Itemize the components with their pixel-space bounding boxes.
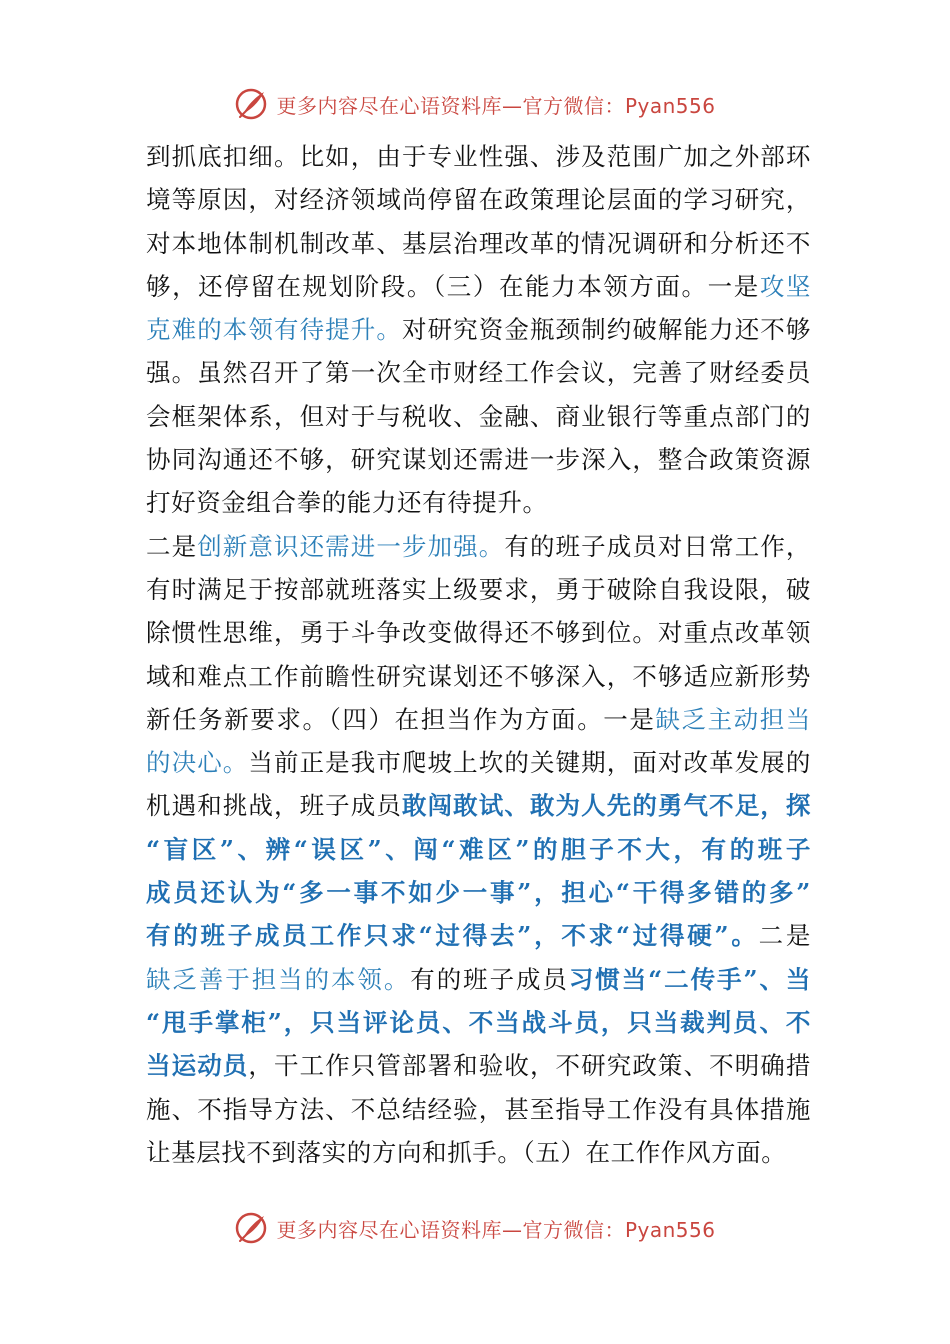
text-run: 新任务新要求。（四）在担当作为方面。一是 [146,704,656,734]
text-line [146,871,811,914]
footer-watermark-text: 更多内容尽在心语资料库—官方微信：Pyan556 [276,1217,716,1242]
text-run: 到抓底扣细。比如，由于专业性强、涉及范围广加之外部环 [146,142,811,171]
text-run: 有时满足于按部就班落实上级要求，勇于破除自我设限，破 [146,574,811,604]
highlighted-text-run: 当运动员 [146,1051,249,1081]
footer-watermark-banner [0,1208,950,1248]
text-run: 有的班子成员 [410,964,569,994]
highlighted-text-run: “盲区”、辨“误区”、闯“难区”的胆子不大，有的班子 [146,834,811,864]
highlighted-text-run: 成员还认为“多一事不如少一事”，担心“干得多错的多” [146,878,811,908]
highlighted-text-run: “甩手掌柜”，只当评论员、不当战斗员，只当裁判员、不 [146,1007,811,1037]
feather-pen-logo-icon [234,1211,268,1245]
text-line [146,655,811,698]
text-line [146,741,811,784]
highlighted-text-run: 的决心。 [146,748,249,778]
document-body [146,135,811,1174]
header-watermark-banner [0,84,950,124]
text-run: 让基层找不到落实的方向和抓手。（五）在工作作风方面。 [146,1137,787,1167]
text-line [146,698,811,741]
text-line [146,135,811,178]
text-run: 除惯性思维，勇于斗争改变做得还不够到位。对重点改革领 [146,618,811,648]
text-line [146,1044,811,1087]
text-line [146,481,811,524]
feather-pen-logo-icon [234,87,268,121]
text-run: 施、不指导方法、不总结经验，甚至指导工作没有具体措施 [146,1094,811,1124]
highlighted-text-run: 攻坚 [759,271,811,301]
text-run: 当前正是我市爬坡上坎的关键期，面对改革发展的 [248,748,811,778]
header-watermark-text: 更多内容尽在心语资料库—官方微信：Pyan556 [276,93,716,118]
text-run: 对研究资金瓶颈制约破解能力还不够 [401,315,812,345]
highlighted-text-run: 有的班子成员工作只求“过得去”，不求“过得硬”。 [146,921,759,951]
highlighted-text-run: 创新意识还需进一步加强。 [197,531,505,561]
text-run: 二是 [146,531,198,561]
text-line [146,395,811,438]
text-line [146,308,811,351]
text-line [146,351,811,394]
text-line [146,178,811,221]
text-line [146,784,811,827]
text-line [146,222,811,265]
text-run: 强。虽然召开了第一次全市财经工作会议，完善了财经委员 [146,358,811,388]
text-run: 机遇和挑战，班子成员 [146,791,402,821]
text-line [146,611,811,654]
text-run: ，干工作只管部署和验收，不研究政策、不明确措 [248,1051,811,1081]
text-line [146,828,811,871]
text-run: 域和难点工作前瞻性研究谋划还不够深入，不够适应新形势 [146,661,811,691]
text-run: 协同沟通还不够，研究谋划还需进一步深入，整合政策资源 [146,445,811,475]
highlighted-text-run: 缺乏善于担当的本领。 [146,964,411,994]
highlighted-text-run: 克难的本领有待提升。 [146,315,402,345]
text-run: 会框架体系，但对于与税收、金融、商业银行等重点部门的 [146,401,811,431]
text-line [146,1088,811,1131]
text-run: 对本地体制机制改革、基层治理改革的情况调研和分析还不 [146,228,811,258]
text-line [146,568,811,611]
text-line [146,265,811,308]
text-run: 境等原因，对经济领域尚停留在政策理论层面的学习研究， [146,185,811,215]
text-line [146,525,811,568]
text-line [146,958,811,1001]
text-run: 够，还停留在规划阶段。（三）在能力本领方面。一是 [146,271,760,301]
highlighted-text-run: 缺乏主动担当 [655,704,811,734]
highlighted-text-run: 习惯当“二传手”、当 [568,964,811,994]
highlighted-text-run: 敢闯敢试、敢为人先的勇气不足，探 [401,791,812,821]
text-line [146,914,811,957]
text-run: 有的班子成员对日常工作， [504,531,812,561]
text-line [146,1131,811,1174]
text-line [146,438,811,481]
text-run: 二是 [758,921,811,951]
text-run: 打好资金组合拳的能力还有待提升。 [146,488,548,518]
text-line [146,1001,811,1044]
